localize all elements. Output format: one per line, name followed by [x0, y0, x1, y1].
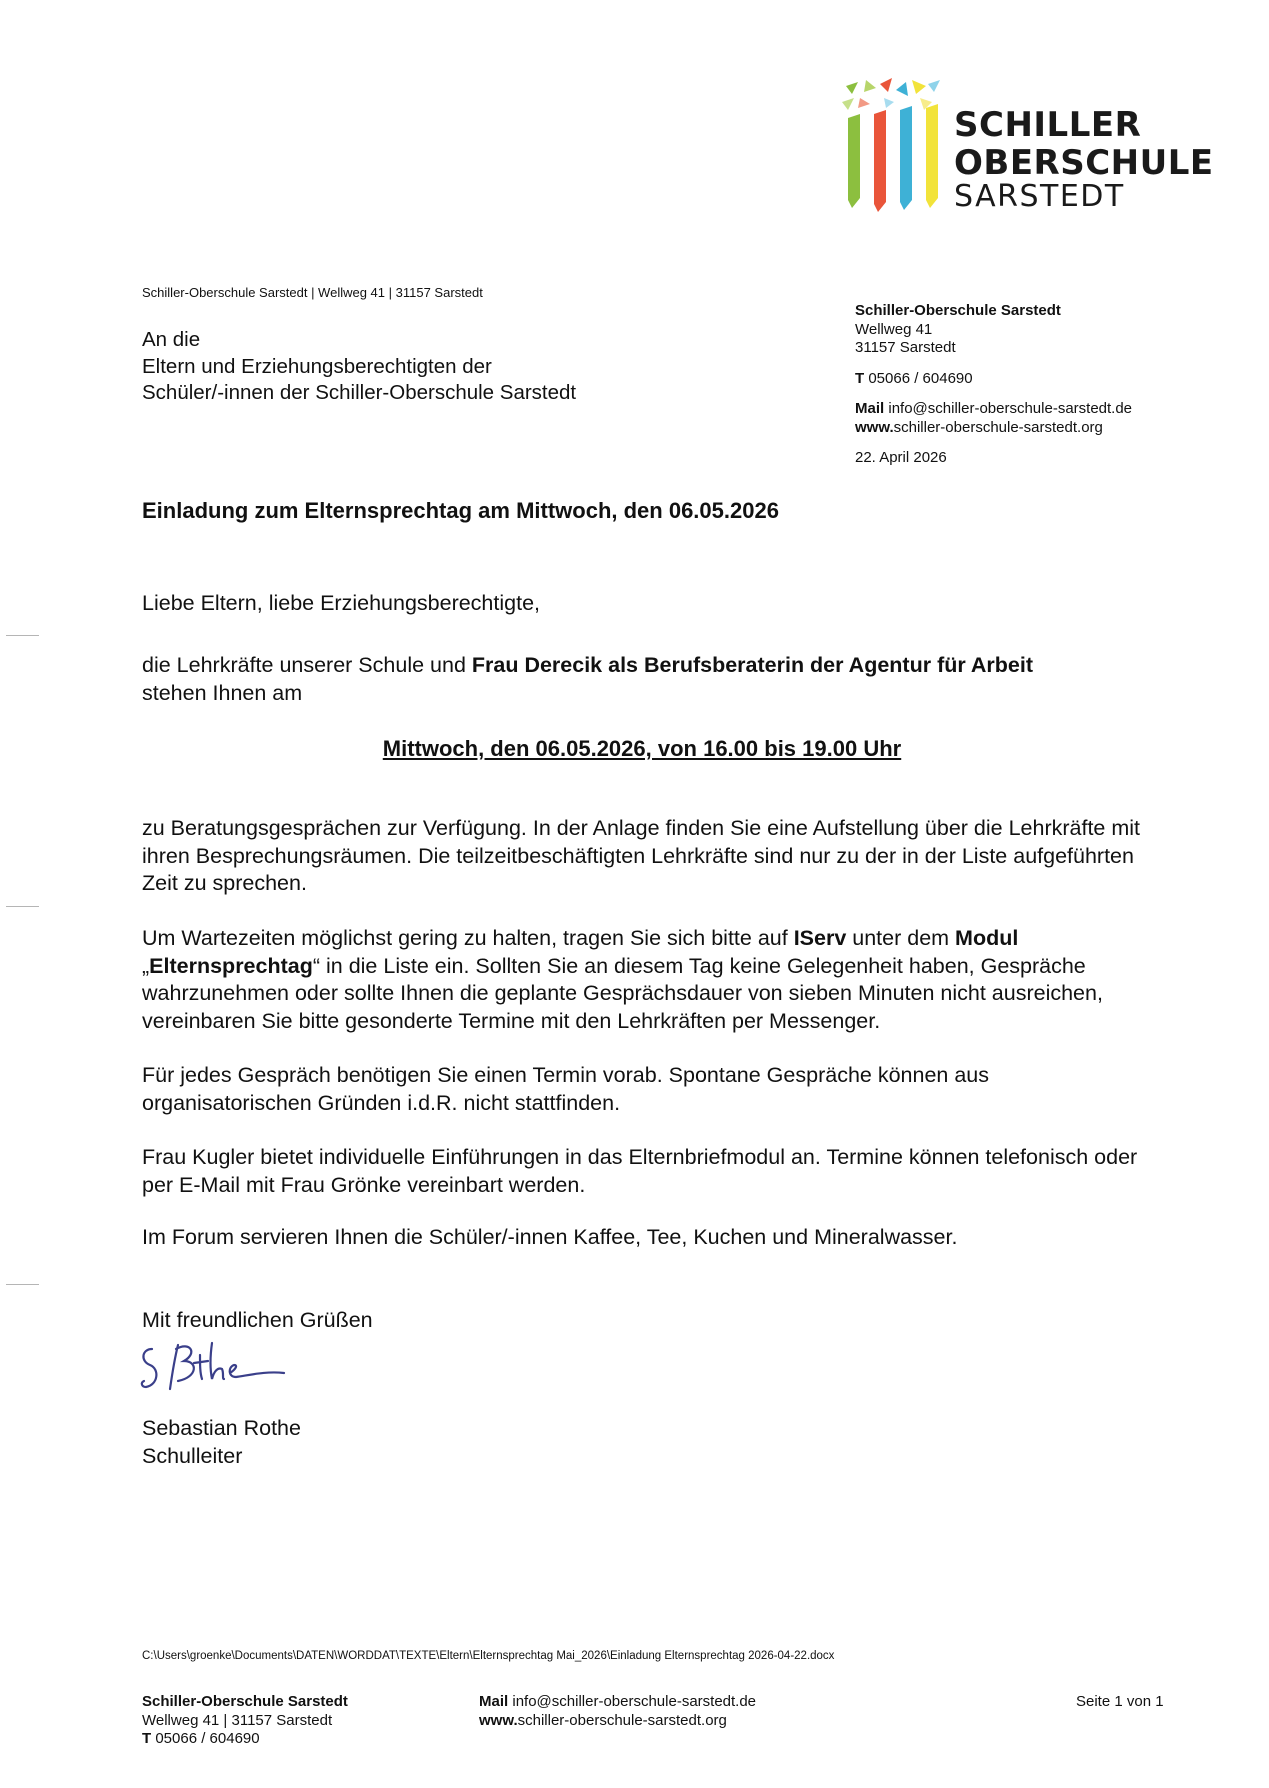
file-path: C:\Users\groenke\Documents\DATEN\WORDDAT\TEXTE\Eltern\Elternsprechtag Mai_2026\Einladung Elternsprechtag 2026-04-22.docx: [142, 1650, 835, 1662]
recipient-address: [142, 327, 576, 407]
signer-name: Sebastian Rothe: [142, 1416, 301, 1440]
footer-street: Wellweg 41 | 31157 Sarstedt: [142, 1711, 333, 1729]
logo-line-oberschule: OBERSCHULE: [954, 143, 1214, 183]
contact-phone: [855, 370, 1132, 389]
sender-return-line: Schiller-Oberschule Sarstedt | Wellweg 41 | 31157 Sarstedt: [142, 285, 483, 300]
body-paragraph: Für jedes Gespräch benötigen Sie einen Termin vorab. Spontane Gespräche können aus organisatorischen Gründen i.d.R. nicht stattfinden.: [142, 1063, 990, 1115]
body-paragraph: Im Forum servieren Ihnen die Schüler/-innen Kaffee, Tee, Kuchen und Mineralwasser.: [142, 1225, 958, 1249]
contact-web: [855, 419, 1132, 438]
signer-block: [142, 1415, 301, 1470]
recipient-line: Schüler/-innen der Schiller-Oberschule Sarstedt: [142, 381, 577, 404]
closing: Mit freundlichen Grüßen: [142, 1308, 373, 1332]
fold-mark: [6, 1284, 39, 1285]
mail-value: info@schiller-oberschule-sarstedt.de: [888, 400, 1133, 417]
recipient-line: Eltern und Erziehungsberechtigten der: [142, 354, 492, 378]
phone-label: T: [855, 369, 865, 387]
body-paragraph: Frau Kugler bietet individuelle Einführungen in das Elternbriefmodul an. Termine können telefonisch oder per E-Mail mit Frau Grönke vereinbart werden.: [142, 1145, 1138, 1197]
signer-role: Schulleiter: [142, 1443, 243, 1468]
web-prefix: www.: [855, 418, 894, 436]
mail-label: Mail: [855, 400, 885, 417]
intro-bold: Frau Derecik als Berufsberaterin der Agentur für Arbeit: [471, 653, 1034, 677]
elternsprechtag-bold: Elternsprechtag: [149, 953, 313, 978]
contact-block: [855, 302, 1132, 468]
footer-school-name: Schiller-Oberschule Sarstedt: [142, 1693, 348, 1710]
footer-phone: T 05066 / 604690: [142, 1730, 260, 1747]
modul-bold: Modul: [955, 926, 1019, 950]
footer-mail: Mail info@schiller-oberschule-sarstedt.de: [479, 1693, 757, 1710]
contact-city: 31157 Sarstedt: [855, 339, 956, 356]
fold-mark: [6, 635, 39, 636]
iserv-bold: IServ: [793, 926, 847, 950]
letter-date: 22. April 2026: [855, 449, 947, 466]
body-paragraph: zu Beratungsgesprächen zur Verfügung. In der Anlage finden Sie eine Aufstellung über die Lehrkräfte mit ihren Besprechungsräumen. Die teilzeitbeschäftigten Lehrkräfte sind nur zu der in der Liste aufgeführten Zeit zu sprechen.: [142, 816, 1141, 895]
recipient-line: An die: [142, 328, 201, 351]
page-number: Seite 1 von 1: [1076, 1693, 1164, 1710]
event-date-line: Mittwoch, den 06.05.2026, von 16.00 bis 19.00 Uhr: [382, 736, 902, 761]
letter-subject: Einladung zum Elternsprechtag am Mittwoch, den 06.05.2026: [142, 498, 779, 523]
footer-address: [142, 1693, 348, 1749]
web-value: schiller-oberschule-sarstedt.org: [893, 418, 1103, 436]
fold-mark: [6, 906, 39, 907]
intro-paragraph: die Lehrkräfte unserer Schule und Frau Derecik als Berufsberaterin der Agentur für Arbeit stehen Ihnen am: [142, 653, 1034, 705]
contact-mail: [855, 400, 1132, 419]
contact-school-name: Schiller-Oberschule Sarstedt: [855, 302, 1061, 319]
salutation: Liebe Eltern, liebe Erziehungsberechtigte,: [142, 591, 541, 615]
signature-icon: [138, 1335, 288, 1397]
logo-line-schiller: SCHILLER: [954, 105, 1142, 145]
logo-line-sarstedt: SARSTEDT: [954, 179, 1125, 214]
body-paragraph-iserv: Um Wartezeiten möglichst gering zu halten, tragen Sie sich bitte auf IServ unter dem Modul „Elternsprechtag“ in die Liste ein. Sollten Sie an diesem Tag keine Gelegenheit haben, Gespräche wahrzunehmen oder sollte Ihnen die geplante Gesprächsdauer von sieben Minuten nicht ausreichen, vereinbaren Sie bitte gesonderte Termine mit den Lehrkräften per Messenger.: [142, 926, 1103, 1033]
phone-value: 05066 / 604690: [868, 369, 973, 387]
footer-web: www.schiller-oberschule-sarstedt.org: [479, 1711, 727, 1729]
footer-contact: [479, 1693, 756, 1730]
contact-street: Wellweg 41: [855, 320, 933, 338]
